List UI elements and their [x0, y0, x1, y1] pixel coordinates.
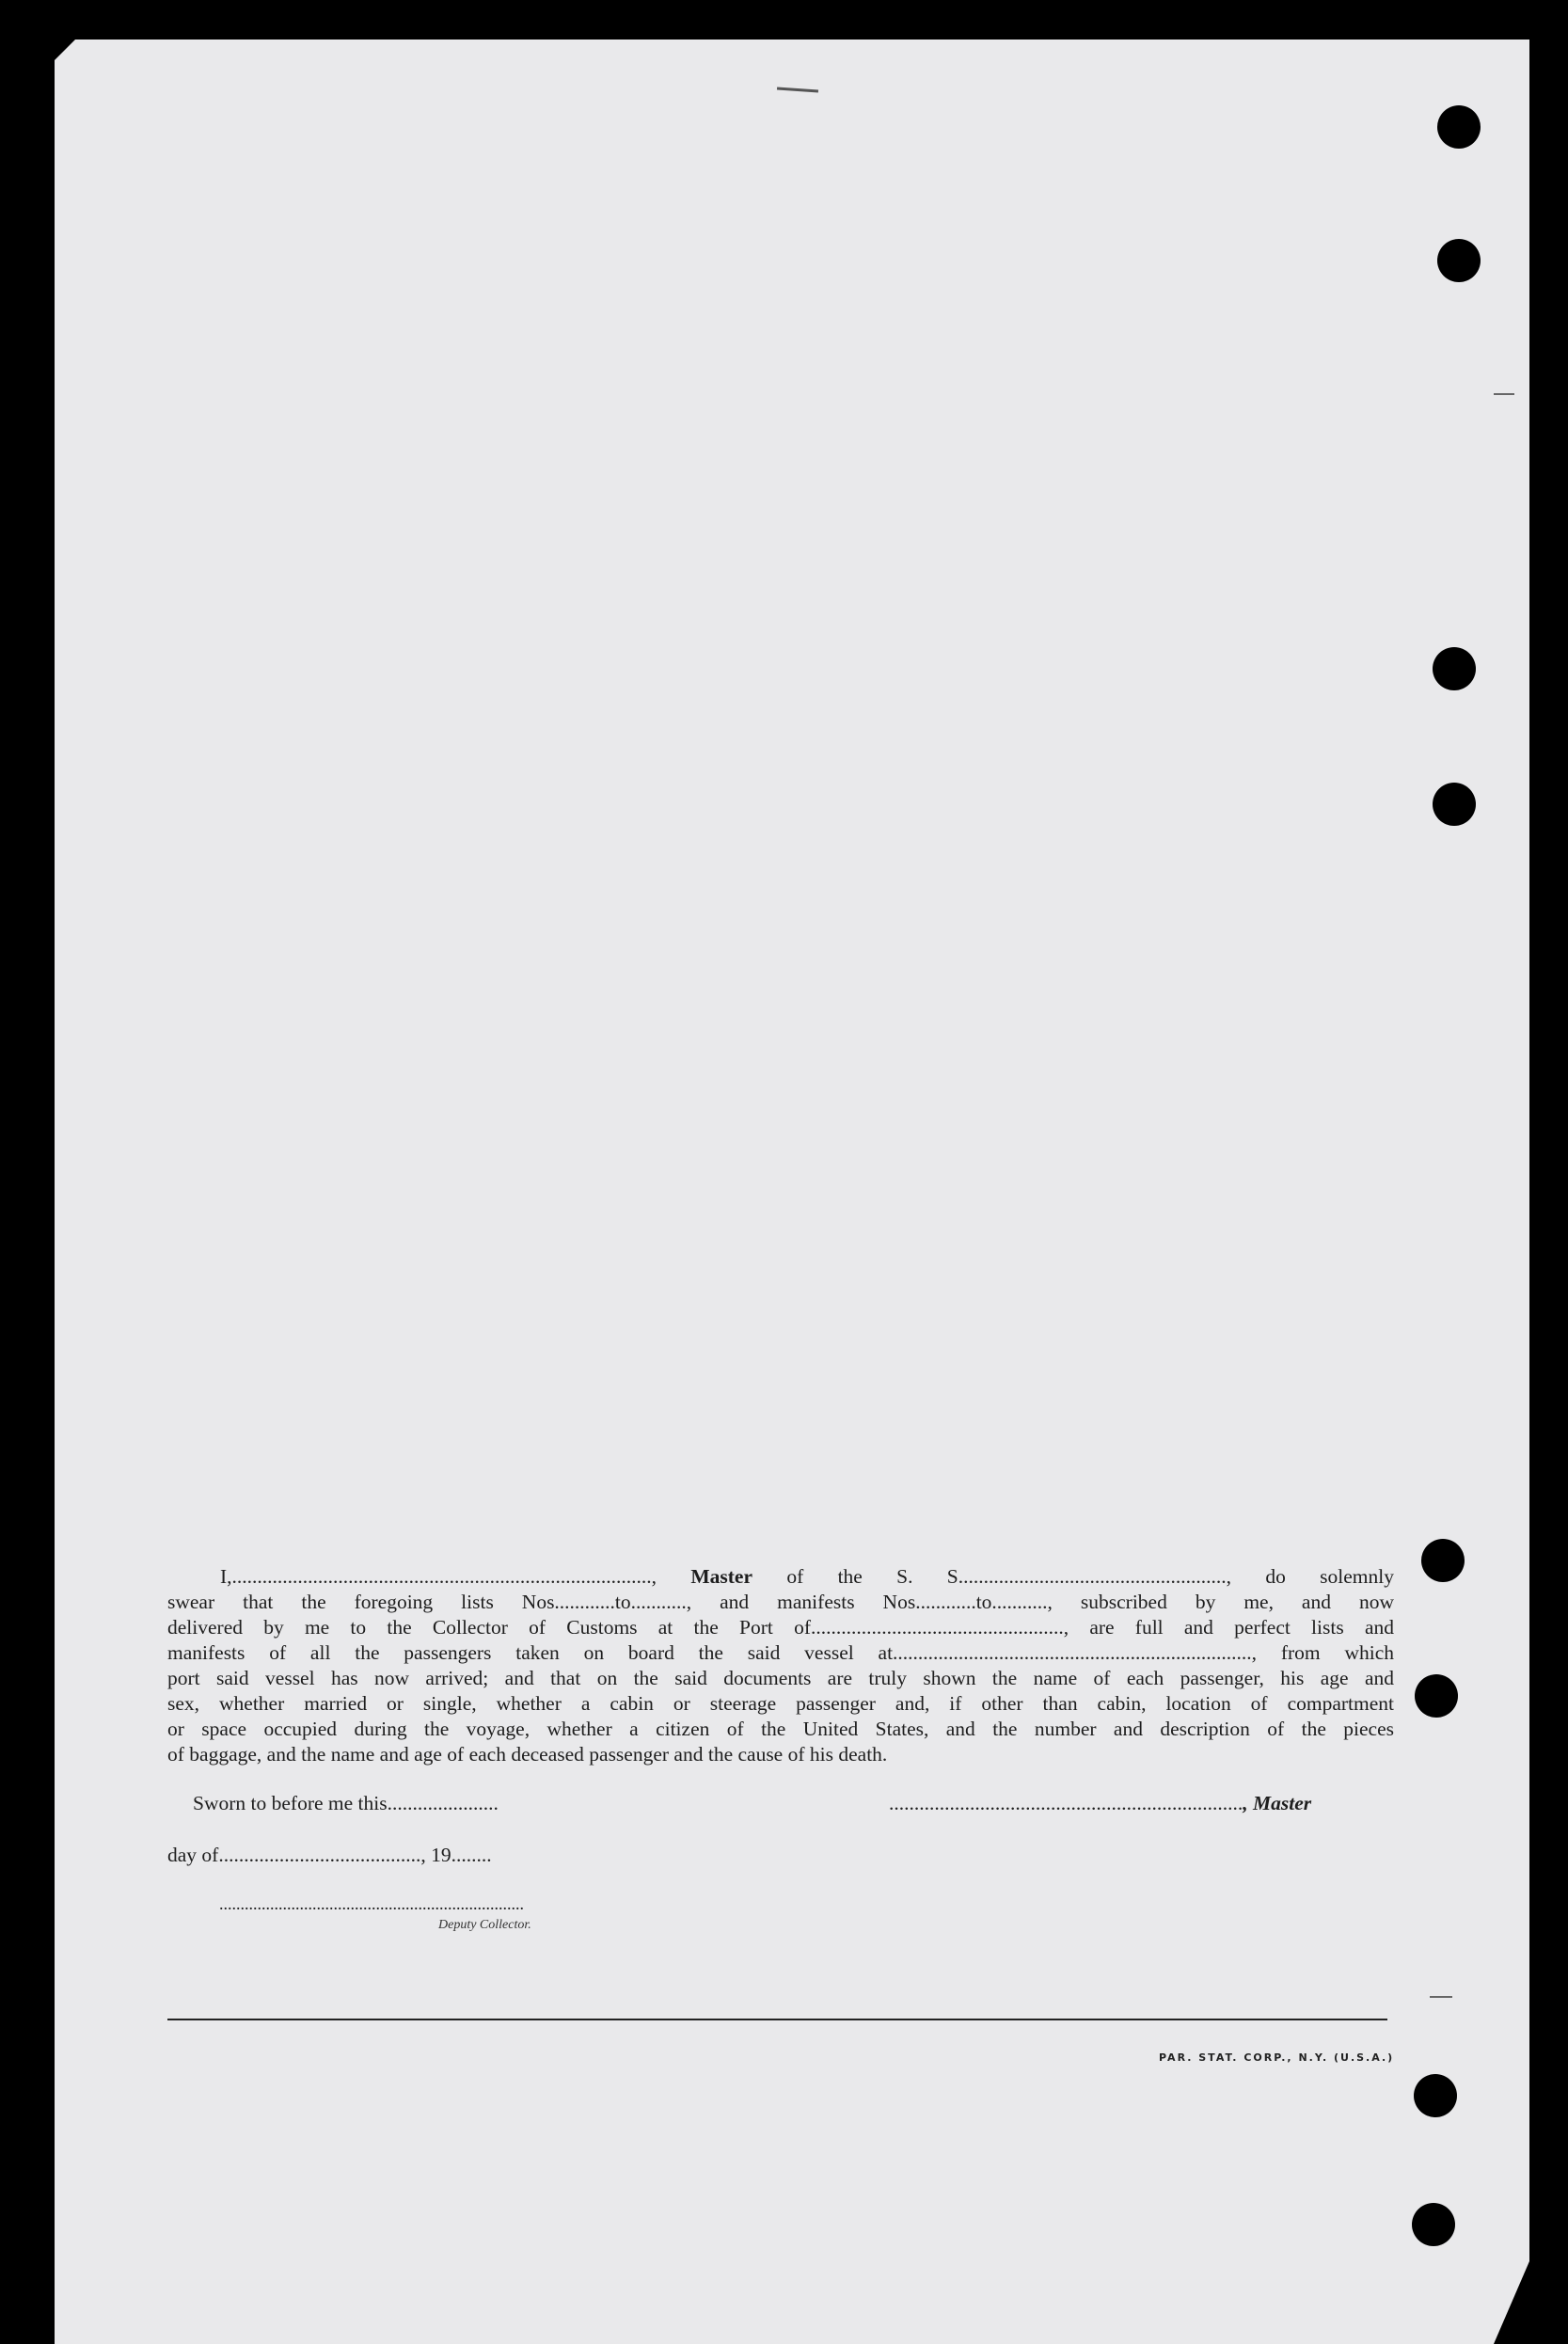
- punch-hole-1: [1437, 105, 1481, 149]
- oath-line-6: sex, whether married or single, whether a cabin or steerage passenger and, if other than cabin, location of compartment: [167, 1692, 1394, 1715]
- oath-line-5: port said vessel has now arrived; and that on the said documents are truly shown the name of each passenger, his age and: [167, 1667, 1394, 1689]
- sworn-label: Sworn to before me this......................: [193, 1792, 499, 1814]
- punch-hole-2: [1437, 239, 1481, 282]
- oath-line-4: manifests of all the passengers taken on board the said vessel at......................................................................., from which: [167, 1641, 1394, 1664]
- punch-hole-6: [1415, 1674, 1458, 1718]
- day-line: [167, 1844, 492, 1867]
- oath-line-7: or space occupied during the voyage, whether a citizen of the United States, and the number and description of the pieces: [167, 1718, 1394, 1740]
- oath-line-8: of baggage, and the name and age of each deceased passenger and the cause of his death.: [167, 1743, 888, 1766]
- punch-hole-8: [1412, 2203, 1455, 2246]
- document-page: [55, 40, 1529, 2344]
- deputy-collector-dots: [219, 1894, 524, 1914]
- oath-line-3: delivered by me to the Collector of Customs at the Port of.................................................., are full and perfect lists and: [167, 1616, 1394, 1639]
- punch-hole-4: [1433, 783, 1476, 826]
- scan-mark: [1430, 1996, 1452, 1998]
- oath-line-2: swear that the foregoing lists Nos............to..........., and manifests Nos............to..........., subscribed by me, and now: [167, 1591, 1394, 1613]
- punch-hole-7: [1414, 2074, 1457, 2117]
- sworn-line: [193, 1792, 499, 1815]
- oath-paragraph: [167, 1564, 1394, 1767]
- bottom-rule: [167, 2019, 1387, 2020]
- punch-hole-3: [1433, 647, 1476, 690]
- oath-line-1: I,..................................................................................., Master of the S. S....................................................., do solemnly: [220, 1565, 1394, 1588]
- collector-signature-dots: ........................................................................: [219, 1894, 524, 1913]
- master-signature-line: [889, 1792, 1311, 1815]
- deputy-collector-label: Deputy Collector.: [438, 1918, 531, 1932]
- scan-mark: [777, 87, 818, 92]
- scan-mark: [1494, 393, 1514, 395]
- punch-hole-5: [1421, 1539, 1465, 1582]
- printer-imprint: PAR. STAT. CORP., N.Y. (U.S.A.): [1159, 2051, 1395, 2064]
- master-signature-dots: ......................................................................: [889, 1792, 1243, 1814]
- master-label: , Master: [1243, 1792, 1312, 1814]
- day-label: day of........................................, 19........: [167, 1844, 492, 1866]
